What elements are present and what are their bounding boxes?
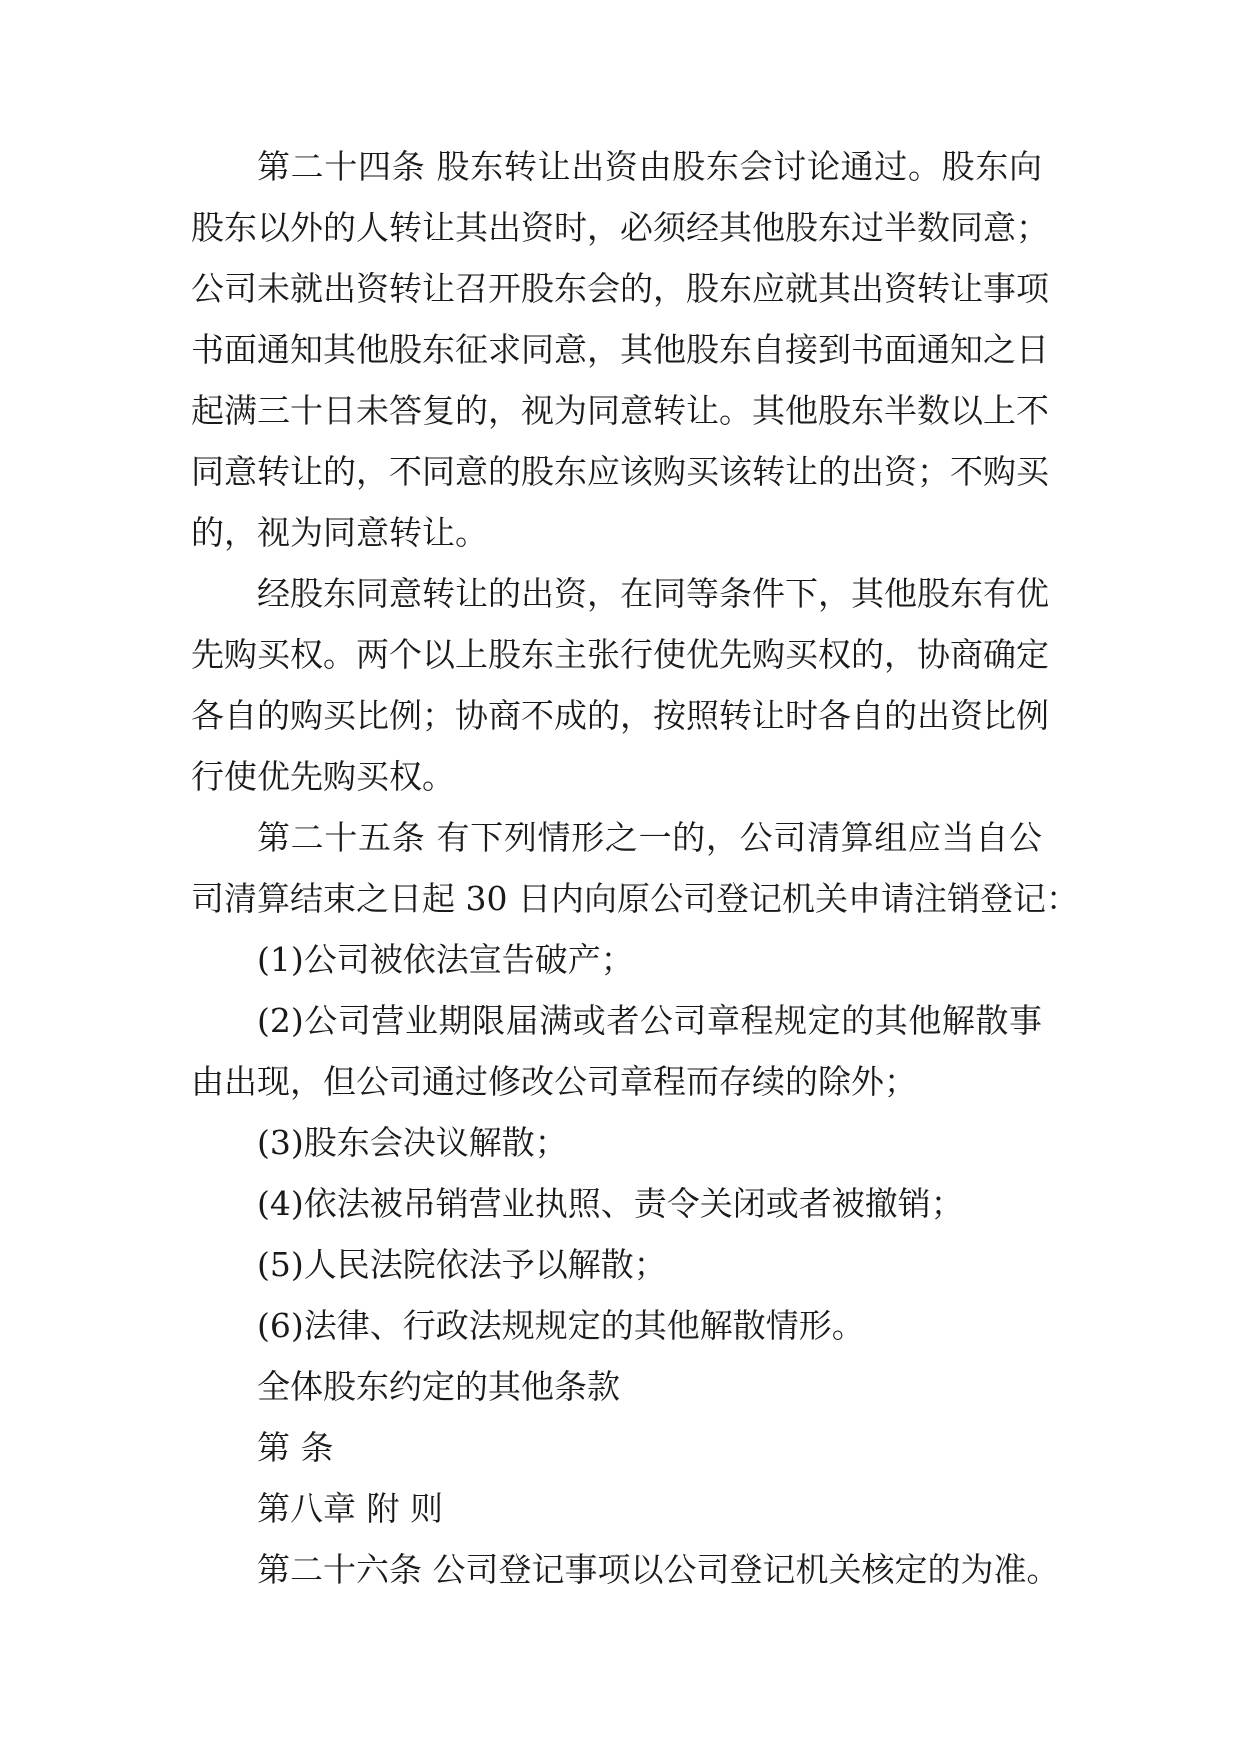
chapter-heading: 第八章 附 则 [257,1489,443,1528]
text-line: 书面通知其他股东征求同意，其他股东自接到书面通知之日 [191,330,1049,369]
list-item: (5)人民法院依法予以解散； [257,1245,667,1284]
text-line: 股东以外的人转让其出资时，必须经其他股东过半数同意； [191,208,1049,247]
text-line: 同意转让的，不同意的股东应该购买该转让的出资；不购买 [191,452,1049,491]
list-item: (2)公司营业期限届满或者公司章程规定的其他解散事 [257,1001,1042,1040]
text-line: 公司未就出资转让召开股东会的，股东应就其出资转让事项 [191,269,1049,308]
text-line: 行使优先购买权。 [191,757,455,796]
section-heading: 全体股东约定的其他条款 [257,1367,620,1406]
list-item: (4)依法被吊销营业执照、责令关闭或者被撤销； [257,1184,964,1223]
text-line: 第二十六条 公司登记事项以公司登记机关核定的为准。 [257,1550,1060,1589]
text-line: 起满三十日未答复的，视为同意转让。其他股东半数以上不 [191,391,1049,430]
list-item: (1)公司被依法宣告破产； [257,940,634,979]
list-item: (6)法律、行政法规规定的其他解散情形。 [257,1306,865,1345]
text-line: 各自的购买比例；协商不成的，按照转让时各自的出资比例 [191,696,1049,735]
text-line: 司清算结束之日起 30 日内向原公司登记机关申请注销登记： [191,879,1079,918]
text-line: 经股东同意转让的出资，在同等条件下，其他股东有优 [257,574,1049,613]
list-item: (3)股东会决议解散； [257,1123,568,1162]
text-line: 的，视为同意转让。 [191,513,488,552]
text-line: 第二十五条 有下列情形之一的，公司清算组应当自公 [257,818,1042,857]
text-line: 由出现，但公司通过修改公司章程而存续的除外； [191,1062,917,1101]
text-line: 先购买权。两个以上股东主张行使优先购买权的，协商确定 [191,635,1049,674]
article-label: 第 条 [257,1428,334,1467]
text-line: 第二十四条 股东转让出资由股东会讨论通过。股东向 [257,147,1042,186]
